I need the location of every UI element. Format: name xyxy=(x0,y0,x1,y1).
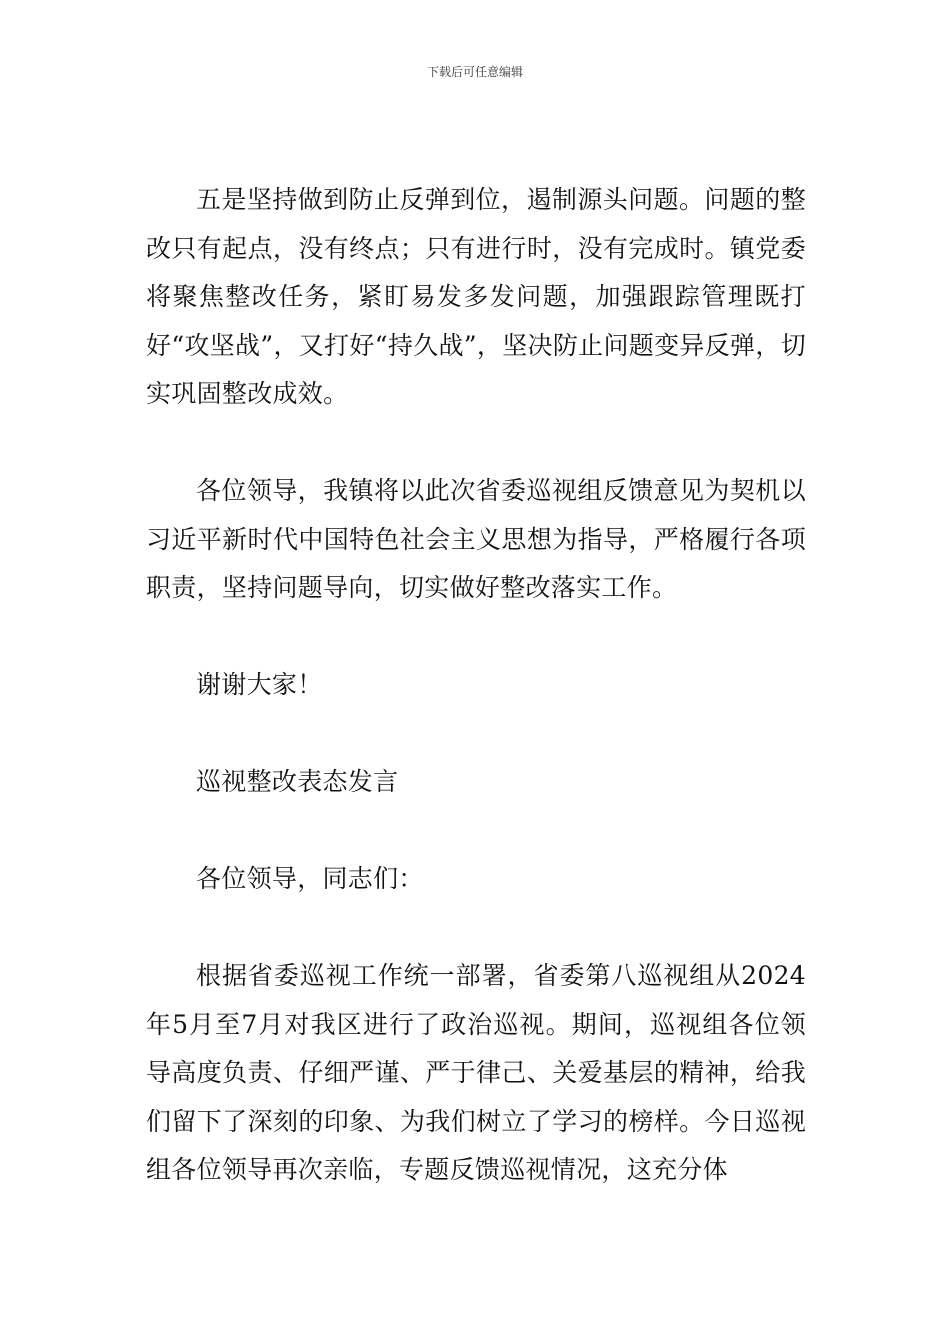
paragraph-thanks: 谢谢大家！ xyxy=(196,670,323,699)
document-body xyxy=(146,176,806,1195)
section-title: 巡视整改表态发言 xyxy=(196,767,399,796)
paragraph-rebound-prevention: 五是坚持做到防止反弹到位，遏制源头问题。问题的整改只有起点，没有终点；只有进行时，没有完成时。镇党委将聚焦整改任务，紧盯易发多发问题，加强跟踪管理既打好“攻坚战”，又打好“持久战”，坚决防止问题变异反弹，切实巩固整改成效。 xyxy=(146,185,806,408)
paragraph-inspection-intro: 根据省委巡视工作统一部署，省委第八巡视组从2024年5月至7月对我区进行了政治巡视。期间，巡视组各位领导高度负责、仔细严谨、严于律己、关爱基层的精神，给我们留下了深刻的印象、为我们树立了学习的榜样。今日巡视组各位领导再次亲临，专题反馈巡视情况，这充分体 xyxy=(146,961,806,1184)
paragraph-salutation: 各位领导，同志们： xyxy=(196,864,424,893)
page-header: 下载后可任意编辑 xyxy=(426,65,523,79)
paragraph-commitment: 各位领导，我镇将以此次省委巡视组反馈意见为契机以习近平新时代中国特色社会主义思想为指导，严格履行各项职责，坚持问题导向，切实做好整改落实工作。 xyxy=(146,476,806,602)
